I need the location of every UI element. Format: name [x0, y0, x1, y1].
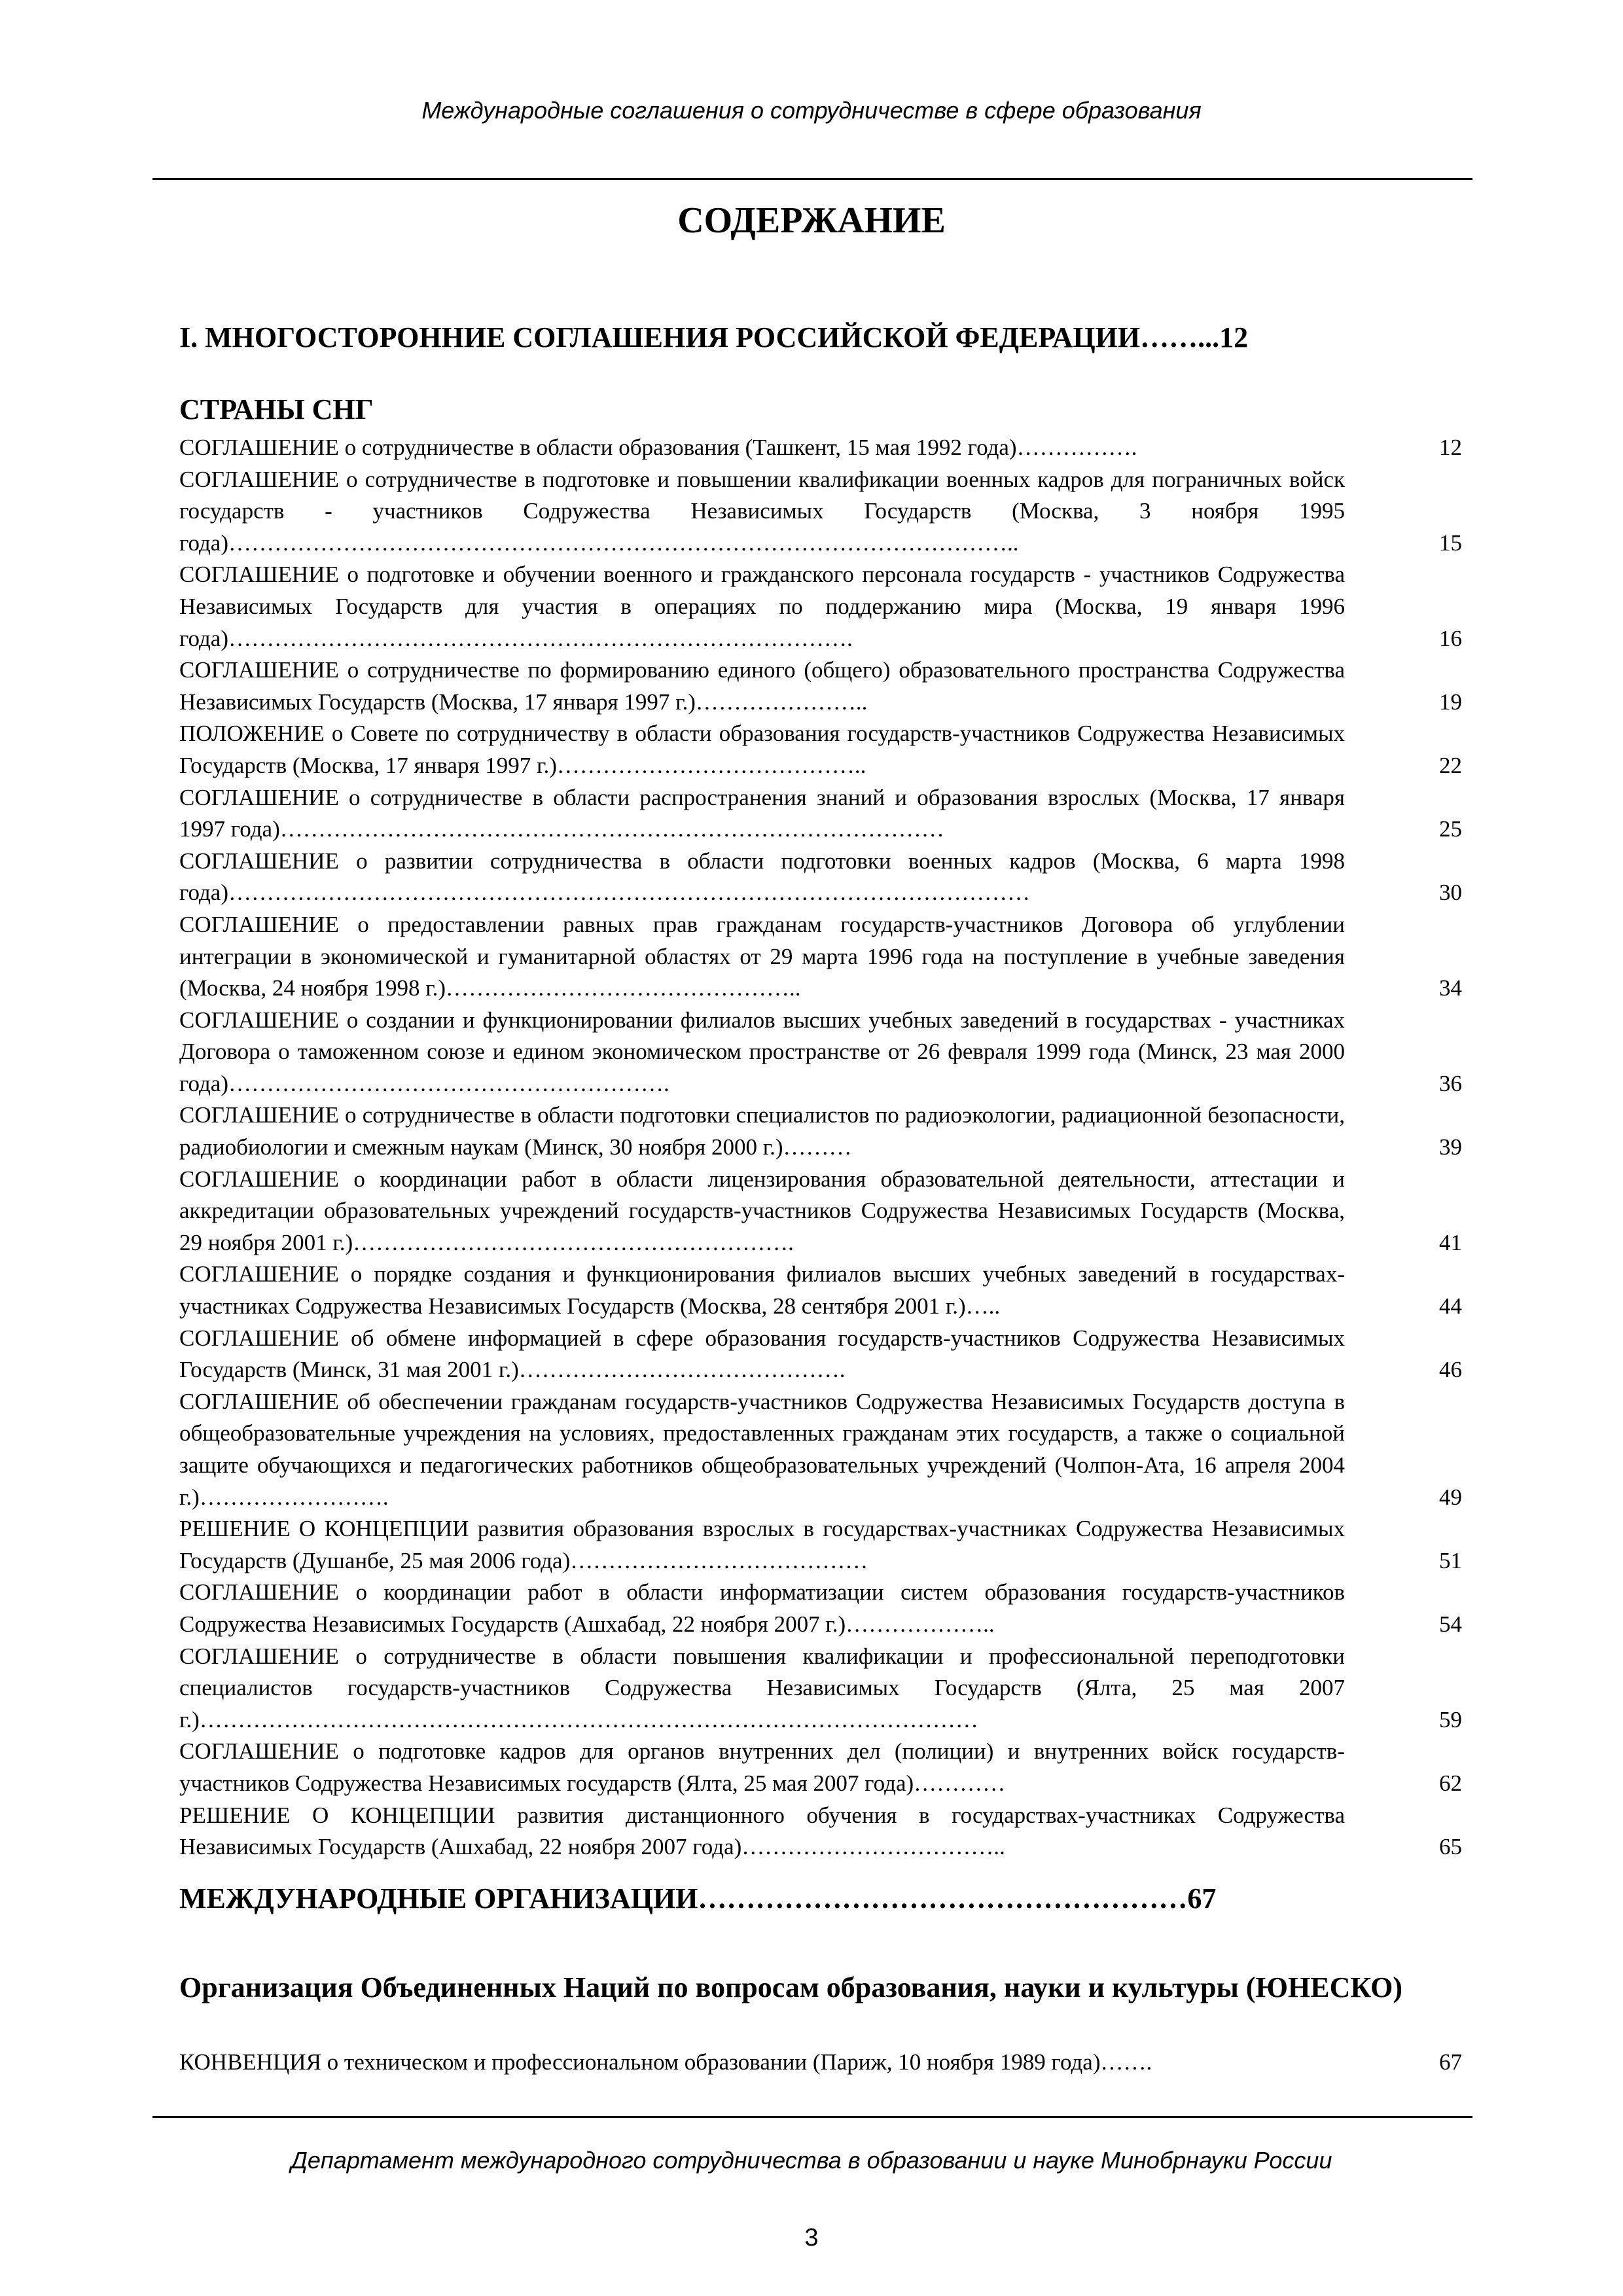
toc-entry [179, 1164, 1462, 1259]
toc-entry-page-number: 19 [1439, 689, 1462, 715]
section-heading-unesco: Организация Объединенных Наций по вопросам образования, науки и культуры (ЮНЕСКО) [179, 1971, 1403, 2003]
toc-entry-title: СОГЛАШЕНИЕ о предоставлении равных прав гражданам государств-участников Договора об углублении интеграции в экономической и гуманитарной областях от 29 марта 1996 года на поступление в учебные заведения (Москва, 24 ноября 1998 г.)……………………………………….. [179, 911, 1345, 1001]
running-header: Международные соглашения о сотрудничестве в сфере образования [421, 97, 1202, 124]
toc-entry-page-number: 22 [1439, 752, 1462, 778]
toc-entry [179, 718, 1462, 781]
footer-rule [152, 2116, 1472, 2118]
toc-entries-cis [179, 432, 1462, 1863]
toc-entry [179, 1577, 1462, 1640]
toc-entry [179, 1800, 1462, 1863]
toc-entry-title: ПОЛОЖЕНИЕ о Совете по сотрудничеству в области образования государств-участников Содружества Независимых Государств (Москва, 17 января 1997 г.)………………………………….. [179, 721, 1345, 778]
toc-entry-title: СОГЛАШЕНИЕ об обмене информацией в сфере образования государств-участников Содружества Независимых Государств (Минск, 31 мая 2001 г.)……………………………………. [179, 1325, 1345, 1383]
toc-entry [179, 2047, 1462, 2079]
running-footer: Департамент международного сотрудничества в образовании и науке Минобрнауки России [291, 2147, 1332, 2174]
toc-entry [179, 1386, 1462, 1513]
toc-entry-title: СОГЛАШЕНИЕ о создании и функционировании филиалов высших учебных заведений в государствах - участниках Договора о таможенном союзе и едином экономическом пространстве от 26 февраля 1999 года (Минск, 23 мая 2000 года)…………………………………………………. [179, 1007, 1345, 1096]
toc-entry-title: СОГЛАШЕНИЕ о развитии сотрудничества в области подготовки военных кадров (Москва, 6 марта 1998 года)…………………………………………………………………………………………… [179, 848, 1345, 906]
toc-entry-title: СОГЛАШЕНИЕ о сотрудничестве в области распространения знаний и образования взрослых (Москва, 17 января 1997 года)…………………………………………………………………………… [179, 784, 1345, 842]
toc-entry [179, 1323, 1462, 1386]
toc-entry-page-number: 39 [1439, 1134, 1462, 1160]
toc-entry-title: СОГЛАШЕНИЕ о сотрудничестве в области образования (Ташкент, 15 мая 1992 года)……………. [179, 435, 1137, 460]
toc-entry-page-number: 25 [1439, 816, 1462, 842]
toc-entry-title: КОНВЕНЦИЯ о техническом и профессиональном образовании (Париж, 10 ноября 1989 года)……. [179, 2049, 1152, 2075]
toc-entry-title: СОГЛАШЕНИЕ о сотрудничестве в подготовке и повышении квалификации военных кадров для пограничных войск государств - участников Содружества Независимых Государств (Москва, 3 ноября 1995 года)………………………………………………………………………………………….. [179, 466, 1345, 556]
toc-entry [179, 464, 1462, 560]
toc-entry-page-number: 44 [1439, 1293, 1462, 1319]
toc-entry-page-number: 15 [1439, 529, 1462, 556]
toc-entry-page-number: 54 [1439, 1611, 1462, 1637]
toc-entry-title: СОГЛАШЕНИЕ об обеспечении гражданам государств-участников Содружества Независимых Государств доступа в общеобразовательные учреждения на условиях, предоставленных гражданам этих государств, а также о социальной защите обучающихся и педагогических работников общеобразовательных учреждений (Чолпон-Ата, 16 апреля 2004 г.)……………………. [179, 1388, 1345, 1510]
toc-entry [179, 655, 1462, 718]
toc-entry-title: СОГЛАШЕНИЕ о координации работ в области информатизации систем образования государств-участников Содружества Независимых Государств (Ашхабад, 22 ноября 2007 г.)……………….. [179, 1579, 1345, 1637]
toc-entry-page-number: 41 [1439, 1229, 1462, 1255]
toc-entry-title: СОГЛАШЕНИЕ о подготовке и обучении военного и гражданского персонала государств - участников Содружества Независимых Государств для участия в операциях по поддержанию мира (Москва, 19 января 1996 года)………………………………………………………………………. [179, 562, 1345, 651]
toc-entry [179, 1736, 1462, 1799]
toc-entry [179, 1005, 1462, 1100]
toc-entry-page-number: 34 [1439, 975, 1462, 1001]
toc-entry-page-number: 12 [1439, 435, 1462, 460]
section-heading-multilateral: I. МНОГОСТОРОННИЕ СОГЛАШЕНИЯ РОССИЙСКОЙ ФЕДЕРАЦИИ……...12 [179, 321, 1249, 353]
toc-entry-page-number: 65 [1439, 1834, 1462, 1860]
toc-entry-title: СОГЛАШЕНИЕ о сотрудничестве по формированию единого (общего) образовательного пространства Содружества Независимых Государств (Москва, 17 января 1997 г.)………………….. [179, 657, 1345, 715]
toc-entries-unesco [179, 2047, 1462, 2079]
toc-entry-page-number: 67 [1439, 2049, 1462, 2075]
toc-entry [179, 1100, 1462, 1163]
header-rule [152, 178, 1472, 180]
toc-title: СОДЕРЖАНИЕ [677, 200, 946, 241]
toc-entry [179, 559, 1462, 655]
toc-entry-page-number: 30 [1439, 880, 1462, 906]
toc-entry [179, 1641, 1462, 1736]
page-number: 3 [804, 2224, 819, 2251]
toc-entry-page-number: 49 [1439, 1484, 1462, 1510]
toc-entry [179, 782, 1462, 846]
toc-entry-title: СОГЛАШЕНИЕ о подготовке кадров для органов внутренних дел (полиции) и внутренних войск государств-участников Содружества Независимых государств (Ялта, 25 мая 2007 года)………… [179, 1738, 1345, 1796]
toc-entry [179, 1513, 1462, 1577]
toc-entry [179, 432, 1462, 464]
toc-entry-title: СОГЛАШЕНИЕ о координации работ в области лицензирования образовательной деятельности, аттестации и аккредитации образовательных учреждений государств-участников Содружества Независимых Государств (Москва, 29 ноября 2001 г.)…………………………………………………. [179, 1166, 1345, 1255]
toc-entry-page-number: 59 [1439, 1706, 1462, 1732]
toc-entry [179, 1259, 1462, 1322]
toc-entry-title: РЕШЕНИЕ О КОНЦЕПЦИИ развития образования взрослых в государствах-участниках Содружества Независимых Государств (Душанбе, 25 мая 2006 года)………………………………… [179, 1516, 1345, 1573]
toc-entry-title: СОГЛАШЕНИЕ о сотрудничестве в области подготовки специалистов по радиоэкологии, радиационной безопасности, радиобиологии и смежным наукам (Минск, 30 ноября 2000 г.)……… [179, 1102, 1345, 1160]
toc-entry [179, 909, 1462, 1005]
toc-entry-page-number: 16 [1439, 625, 1462, 651]
section-heading-international: МЕЖДУНАРОДНЫЕ ОРГАНИЗАЦИИ……………………………………………67 [179, 1882, 1217, 1914]
toc-entry-page-number: 36 [1439, 1070, 1462, 1096]
toc-entry-page-number: 62 [1439, 1770, 1462, 1796]
toc-entry-page-number: 51 [1439, 1547, 1462, 1573]
toc-entry-page-number: 46 [1439, 1357, 1462, 1383]
toc-entry-title: СОГЛАШЕНИЕ о порядке создания и функционирования филиалов высших учебных заведений в государствах-участниках Содружества Независимых Государств (Москва, 28 сентября 2001 г.)….. [179, 1261, 1345, 1319]
toc-entry-title: СОГЛАШЕНИЕ о сотрудничестве в области повышения квалификации и профессиональной переподготовки специалистов государств-участников Содружества Независимых Государств (Ялта, 25 мая 2007 г.)………………………………………………………………………………………… [179, 1643, 1345, 1732]
toc-entry-title: РЕШЕНИЕ О КОНЦЕПЦИИ развития дистанционного обучения в государствах-участниках Содружества Независимых Государств (Ашхабад, 22 ноября 2007 года)…………………………….. [179, 1802, 1345, 1860]
toc-entry [179, 846, 1462, 909]
section-heading-cis: СТРАНЫ СНГ [179, 393, 374, 425]
